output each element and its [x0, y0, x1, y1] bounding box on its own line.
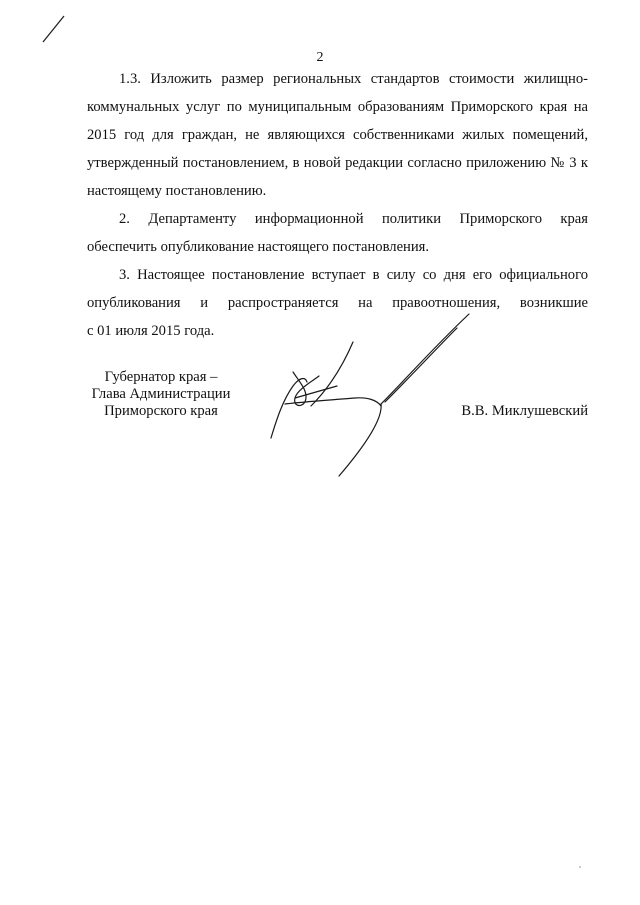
paragraph-3-line-3: с 01 июля 2015 года.: [87, 323, 215, 339]
signatory-title: [86, 369, 236, 420]
paragraph-1-line-3: 2015 год для граждан, не являющихся собственниками жилых помещений,: [87, 127, 588, 143]
scan-speck: [579, 866, 581, 868]
signatory-title-line-1: Губернатор края –: [104, 369, 218, 385]
paragraph-3-line-1: 3. Настоящее постановление вступает в силу со дня его официального: [119, 267, 588, 283]
paragraph-2-line-1: 2. Департаменту информационной политики Приморского края: [119, 211, 588, 227]
paragraph-1-line-2: коммунальных услуг по муниципальным образованиям Приморского края на: [87, 99, 588, 115]
paragraph-1-line-1: 1.3. Изложить размер региональных стандартов стоимости жилищно-: [119, 71, 588, 87]
page-number: 2: [316, 50, 324, 65]
paragraph-1-line-4: утвержденный постановлением, в новой редакции согласно приложению № 3 к: [87, 155, 588, 171]
signatory-title-line-2: Глава Администрации: [91, 386, 231, 402]
corner-slash-mark: [40, 14, 66, 44]
signatory-title-line-3: Приморского края: [104, 403, 218, 419]
signatory-name: В.В. Миклушевский: [461, 403, 588, 419]
paragraph-2-line-2: обеспечить опубликование настоящего постановления.: [87, 239, 430, 255]
document-body: [87, 66, 588, 346]
paragraph-3-line-2: опубликования и распространяется на правоотношения, возникшие: [87, 295, 588, 311]
handwritten-signature: [255, 310, 495, 485]
paragraph-1-line-5: настоящему постановлению.: [87, 183, 267, 199]
